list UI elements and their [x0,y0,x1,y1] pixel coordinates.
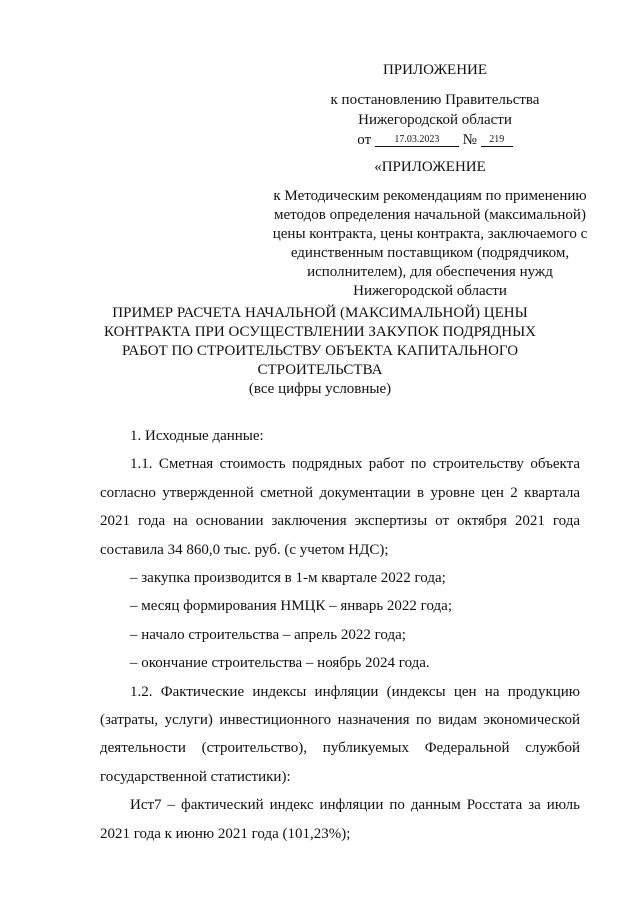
document-body [100,422,580,848]
dash-item-3: – начало строительства – апрель 2022 года; [130,626,406,643]
methodical-appendix-header [262,158,598,301]
section-heading: 1. Исходные данные: [130,428,264,444]
paragraph-1-1: 1.1. Сметная стоимость подрядных работ по строительству объекта согласно утвержденной сметной документации в уровне цен 2 квартала 2021 года на основании заключения экспертизы от октября 2021 года составила 34 860,0 тыс. руб. (с учетом НДС); [100,456,580,558]
decree-number: 219 [481,134,513,147]
title-line-1: ПРИМЕР РАСЧЕТА НАЧАЛЬНОЙ (МАКСИМАЛЬНОЙ) ЦЕНЫ [112,305,528,321]
dash-item-4: – окончание строительства – ноябрь 2024 года. [130,655,430,672]
appendix-line-2: Нижегородской области [358,112,512,128]
methodical-appendix-text: к Методическим рекомендациям по применению методов определения начальной (максимальной) цены контракта, цены контракта, заключаемого с единственным поставщиком (подрядчиком, исполнителем), для обеспечения нужд Нижегородской области [272,188,588,299]
paragraph-ist7: Ист7 – фактический индекс инфляции по данным Росстата за июль 2021 года к июню 2021 года (101,23%); [100,797,580,842]
appendix-line-1: к постановлению Правительства [330,92,540,108]
appendix-title: ПРИЛОЖЕНИЕ [382,62,488,78]
dash-item-1: – закупка производится в 1-м квартале 2022 года; [130,570,446,587]
dash-item-2: – месяц формирования НМЦК – январь 2022 года; [130,598,452,615]
date-prefix: от [357,132,372,148]
title-line-2: КОНТРАКТА ПРИ ОСУЩЕСТВЛЕНИИ ЗАКУПОК ПОДРЯДНЫХ [103,324,537,340]
title-line-4: СТРОИТЕЛЬСТВА [257,362,383,378]
title-note: (все цифры условные) [248,381,392,397]
methodical-appendix-title: «ПРИЛОЖЕНИЕ [374,159,486,175]
decree-date: 17.03.2023 [375,134,459,147]
appendix-date-line [290,130,580,150]
paragraph-1-2: 1.2. Фактические индексы инфляции (индексы цен на продукцию (затраты, услуги) инвестиционного назначения по видам экономической деятельности (строительство), публикуемых Федеральной службой государственной статистики): [100,683,580,785]
appendix-header [290,60,580,150]
number-prefix: № [462,132,477,148]
title-line-3: РАБОТ ПО СТРОИТЕЛЬСТВУ ОБЪЕКТА КАПИТАЛЬНОГО [121,343,519,359]
document-title [80,304,560,399]
